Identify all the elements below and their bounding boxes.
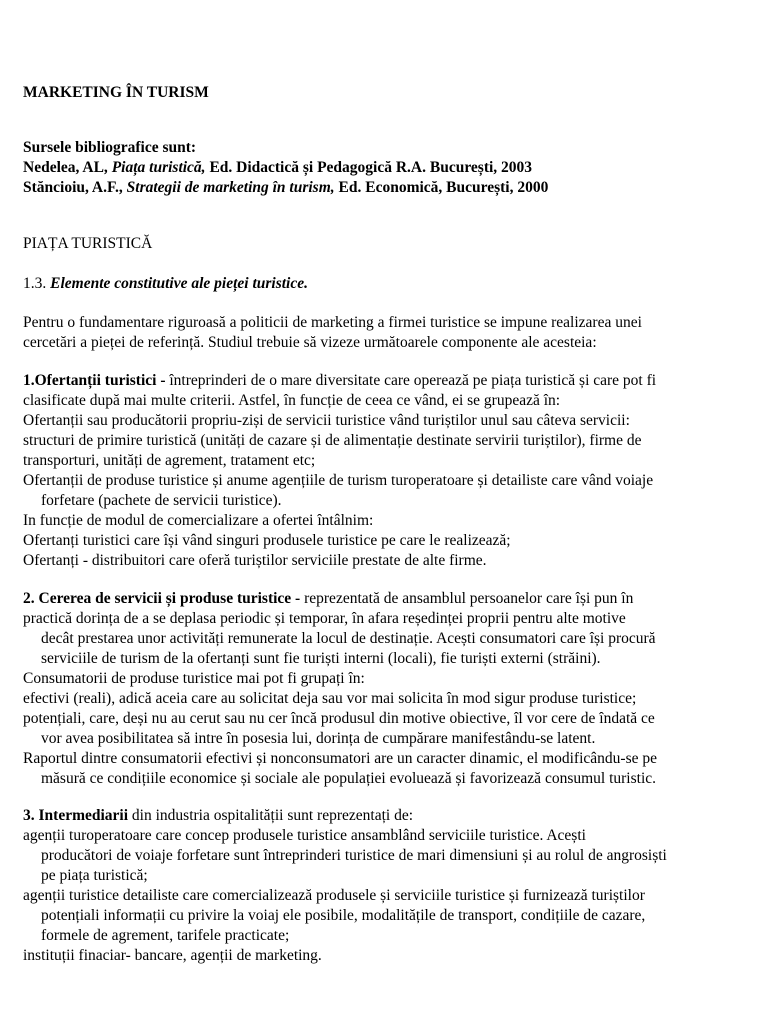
book1-author: Nedelea, AL, — [23, 159, 112, 176]
point-3-line: din industria ospitalității sunt reprezentați de: — [128, 807, 414, 824]
point-1-line: întreprinderi de o mare diversitate care operează pe piața turistică și care pot fi — [169, 372, 657, 389]
doc-title — [23, 83, 745, 103]
bibliography-entry-1 — [23, 158, 745, 178]
section-title-text: PIAȚA TURISTICĂ — [23, 235, 153, 252]
book2-author: Stăncioiu, A.F., — [23, 179, 127, 196]
point-2-line: decât prestarea unor activități remunerate la locul de destinație. Acești consumatori care își procură — [41, 630, 656, 647]
subsection-title: Elemente constitutive ale pieței turistice. — [50, 275, 308, 292]
point-2-label: 2. Cererea de servicii și produse turistice - — [23, 590, 305, 607]
point-1-line: Ofertanți - distribuitori care oferă turiștilor serviciile prestate de alte firme. — [23, 552, 487, 569]
point-3-line: agenții turoperatoare care concep produsele turistice ansamblând serviciile turistice. Acești — [23, 827, 586, 844]
book2-title: Strategii de marketing în turism, — [126, 179, 335, 196]
point-2-line: efectivi (reali), adică aceia care au solicitat deja sau vor mai solicita în mod sigur produse turistice; — [23, 690, 637, 707]
intro-paragraph — [23, 313, 745, 353]
point-1-line: Ofertanții sau producătorii propriu-ziși de servicii turistice vând turiștilor unul sau câteva servicii: — [23, 412, 630, 429]
book1-title: Piața turistică, — [111, 159, 206, 176]
point-2-line: Raportul dintre consumatorii efectivi și nonconsumatori are un caracter dinamic, el modificându-se pe — [23, 750, 657, 767]
point-1-line: In funcție de modul de comercializare a ofertei întâlnim: — [23, 512, 374, 529]
point-2-demand — [23, 589, 745, 789]
book1-publisher: Ed. Didactică și Pedagogică R.A. București, 2003 — [205, 159, 533, 176]
point-2-line: Consumatorii de produse turistice mai pot fi grupați în: — [23, 670, 365, 687]
point-3-line: formele de agrement, tarifele practicate; — [41, 927, 290, 944]
section-title — [23, 234, 745, 254]
point-3-label: 3. Intermediarii — [23, 807, 129, 824]
bibliography-heading: Sursele bibliografice sunt: — [23, 139, 197, 156]
point-3-line: producători de voiaje forfetare sunt întreprinderi turistice de mari dimensiuni și au rolul de angrosiști — [41, 847, 667, 864]
subsection-number: 1.3. — [23, 275, 51, 292]
doc-title-text: MARKETING ÎN TURISM — [23, 84, 209, 101]
point-1-label: 1.Ofertanții turistici - — [23, 372, 170, 389]
point-2-line: potențiali, care, deși nu au cerut sau nu cer încă produsul din motive obiective, îl vor cere de îndată ce — [23, 710, 655, 727]
subsection-heading — [23, 274, 745, 294]
book2-publisher: Ed. Economică, București, 2000 — [334, 179, 549, 196]
point-1-offerers — [23, 371, 745, 571]
point-3-line: agenții turistice detailiste care comercializează produsele și serviciile turistice și furnizează turiștilor — [23, 887, 645, 904]
point-1-line: Ofertanții de produse turistice și anume agențiile de turism turoperatoare și detailiste care vând voiaje — [23, 472, 654, 489]
bibliography-entry-2 — [23, 178, 745, 198]
point-2-line: serviciile de turism de la ofertanți sunt fie turiști interni (locali), fie turiști externi (străini). — [41, 650, 601, 667]
bibliography — [23, 138, 745, 198]
point-2-line: vor avea posibilitatea să intre în posesia lui, dorința de cumpărare manifestându-se latent. — [41, 730, 596, 747]
point-3-line: pe piața turistică; — [41, 867, 148, 884]
point-3-line: potențiali informații cu privire la voiaj ele posibile, modalitățile de transport, condițiile de cazare, — [41, 907, 646, 924]
point-1-line: transporturi, unități de agrement, tratament etc; — [23, 452, 316, 469]
point-2-line: reprezentată de ansamblul persoanelor care își pun în — [304, 590, 634, 607]
point-1-line: Ofertanți turistici care își vând singuri produsele turistice pe care le realizează; — [23, 532, 511, 549]
point-2-line: măsură ce condițiile economice și sociale ale populației evoluează și favorizează consumul turistic. — [41, 770, 657, 787]
intro-line: Pentru o fundamentare riguroasă a politicii de marketing a firmei turistice se impune realizarea unei — [23, 314, 642, 331]
intro-line: cercetări a pieței de referință. Studiul trebuie să vizeze următoarele componente ale acesteia: — [23, 334, 597, 351]
point-1-line: forfetare (pachete de servicii turistice). — [41, 492, 282, 509]
point-3-intermediaries — [23, 806, 745, 966]
point-2-line: practică dorința de a se deplasa periodic și temporar, în afara reședinței proprii pentru alte motive — [23, 610, 626, 627]
point-3-line: instituții finaciar- bancare, agenții de marketing. — [23, 947, 322, 964]
point-1-line: structuri de primire turistică (unități de cazare și de alimentație destinate servirii turiștilor), firme de — [23, 432, 642, 449]
point-1-line: clasificate după mai multe criterii. Astfel, în funcție de ceea ce vând, ei se grupează în: — [23, 392, 561, 409]
